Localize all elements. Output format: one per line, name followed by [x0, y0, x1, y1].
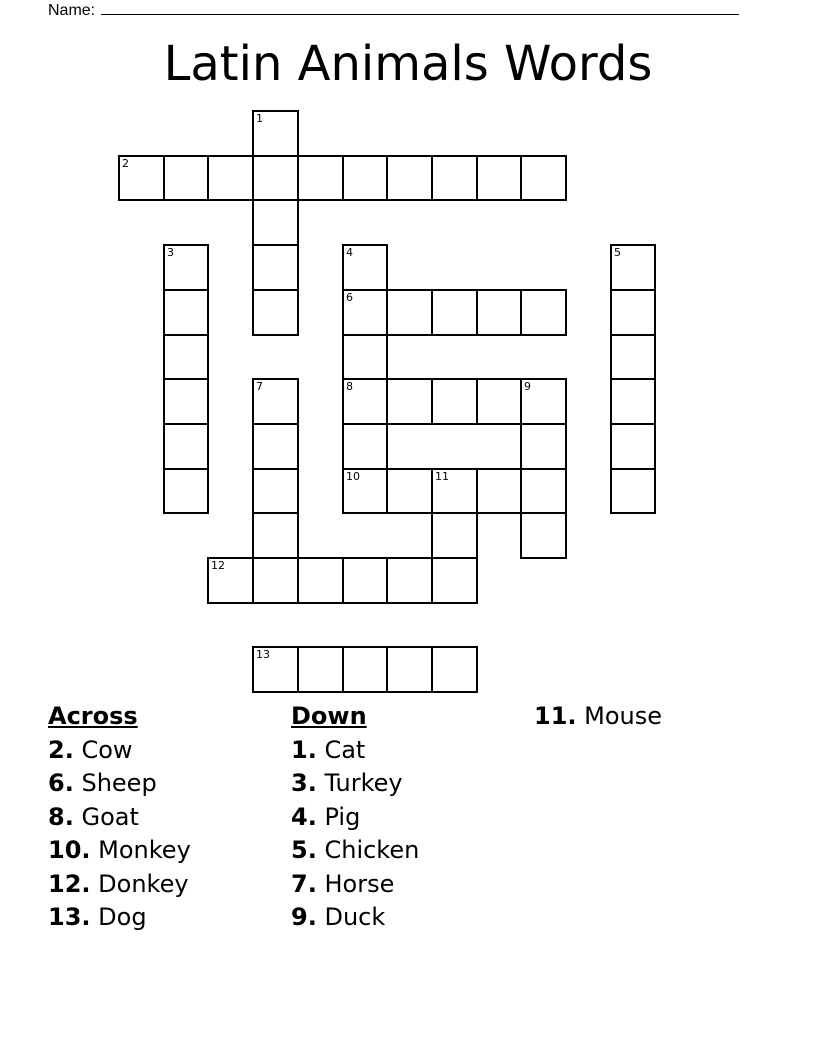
crossword-cell[interactable] — [610, 423, 656, 470]
crossword-cell[interactable] — [342, 244, 388, 291]
crossword-cell[interactable] — [163, 423, 209, 470]
clue-number: 12 — [211, 559, 225, 572]
crossword-cell[interactable] — [252, 468, 299, 514]
clue-item: 4. Pig — [291, 802, 361, 831]
crossword-cell[interactable] — [252, 155, 299, 201]
crossword-cell[interactable] — [610, 334, 656, 380]
page-title: Latin Animals Words — [163, 36, 653, 92]
crossword-cell[interactable] — [476, 378, 522, 425]
crossword-cell[interactable] — [431, 378, 478, 425]
down-heading: Down — [291, 702, 367, 730]
crossword-cell[interactable] — [297, 646, 344, 693]
crossword-cell[interactable] — [342, 468, 388, 514]
crossword-cell[interactable] — [386, 289, 433, 336]
crossword-cell[interactable] — [610, 289, 656, 336]
crossword-cell[interactable] — [163, 468, 209, 514]
across-heading: Across — [48, 702, 138, 730]
crossword-cell[interactable] — [118, 155, 165, 201]
crossword-cell[interactable] — [163, 289, 209, 336]
clue-item: 2. Cow — [48, 735, 133, 764]
crossword-cell[interactable] — [386, 155, 433, 201]
crossword-cell[interactable] — [431, 468, 478, 514]
clue-number: 1 — [256, 112, 263, 125]
clue-number: 6 — [346, 291, 353, 304]
crossword-cell[interactable] — [252, 646, 299, 693]
clue-item: 7. Horse — [291, 869, 395, 898]
crossword-cell[interactable] — [520, 512, 567, 559]
crossword-cell[interactable] — [476, 468, 522, 514]
crossword-cell[interactable] — [520, 289, 567, 336]
crossword-cell[interactable] — [520, 155, 567, 201]
crossword-cell[interactable] — [386, 646, 433, 693]
clue-item: 5. Chicken — [291, 836, 420, 864]
name-label: Name: — [48, 2, 96, 19]
clue-number: 5 — [614, 246, 621, 259]
crossword-cell[interactable] — [520, 378, 567, 425]
crossword-cell[interactable] — [342, 423, 388, 470]
crossword-cell[interactable] — [386, 557, 433, 604]
crossword-cell[interactable] — [476, 289, 522, 336]
crossword-cell[interactable] — [610, 468, 656, 514]
down-clues — [291, 700, 419, 935]
crossword-cell[interactable] — [431, 155, 478, 201]
clue-item: 11. Mouse — [534, 702, 663, 730]
crossword-cell[interactable] — [610, 244, 656, 291]
down-clues-continued — [534, 700, 662, 734]
crossword-cell[interactable] — [386, 468, 433, 514]
crossword-cell[interactable] — [610, 378, 656, 425]
clue-number: 9 — [524, 380, 531, 393]
crossword-cell[interactable] — [342, 557, 388, 604]
clue-number: 7 — [256, 380, 263, 393]
clue-number: 2 — [122, 157, 129, 170]
crossword-cell[interactable] — [163, 378, 209, 425]
across-clues — [48, 700, 191, 935]
clue-item: 1. Cat — [291, 735, 366, 764]
clue-number: 13 — [256, 648, 270, 661]
crossword-cell[interactable] — [476, 155, 522, 201]
crossword-cell[interactable] — [252, 378, 299, 425]
clue-number: 8 — [346, 380, 353, 393]
clue-number: 3 — [167, 246, 174, 259]
crossword-cell[interactable] — [342, 378, 388, 425]
crossword-cell[interactable] — [252, 244, 299, 291]
crossword-cell[interactable] — [297, 155, 344, 201]
crossword-cell[interactable] — [342, 646, 388, 693]
crossword-cell[interactable] — [252, 110, 299, 157]
crossword-cell[interactable] — [163, 244, 209, 291]
clue-item: 12. Donkey — [48, 869, 189, 898]
crossword-cell[interactable] — [431, 557, 478, 604]
crossword-cell[interactable] — [207, 557, 254, 604]
crossword-cell[interactable] — [342, 334, 388, 380]
crossword-cell[interactable] — [163, 155, 209, 201]
crossword-cell[interactable] — [252, 557, 299, 604]
crossword-cell[interactable] — [431, 646, 478, 693]
crossword-cell[interactable] — [431, 512, 478, 559]
crossword-cell[interactable] — [207, 155, 254, 201]
crossword-cell[interactable] — [252, 423, 299, 470]
clue-number: 11 — [435, 470, 449, 483]
clue-number: 4 — [346, 246, 353, 259]
clue-number: 10 — [346, 470, 360, 483]
clue-item: 13. Dog — [48, 903, 147, 931]
clue-item: 8. Goat — [48, 802, 139, 831]
clue-item: 6. Sheep — [48, 769, 157, 797]
crossword-cell[interactable] — [386, 378, 433, 425]
clue-item: 10. Monkey — [48, 836, 191, 864]
crossword-cell[interactable] — [431, 289, 478, 336]
crossword-cell[interactable] — [520, 468, 567, 514]
crossword-cell[interactable] — [342, 155, 388, 201]
crossword-cell[interactable] — [252, 289, 299, 336]
clue-item: 9. Duck — [291, 903, 386, 931]
crossword-cell[interactable] — [252, 199, 299, 246]
crossword-cell[interactable] — [297, 557, 344, 604]
clue-item: 3. Turkey — [291, 769, 403, 797]
crossword-cell[interactable] — [342, 289, 388, 336]
crossword-cell[interactable] — [520, 423, 567, 470]
crossword-cell[interactable] — [252, 512, 299, 559]
crossword-cell[interactable] — [163, 334, 209, 380]
